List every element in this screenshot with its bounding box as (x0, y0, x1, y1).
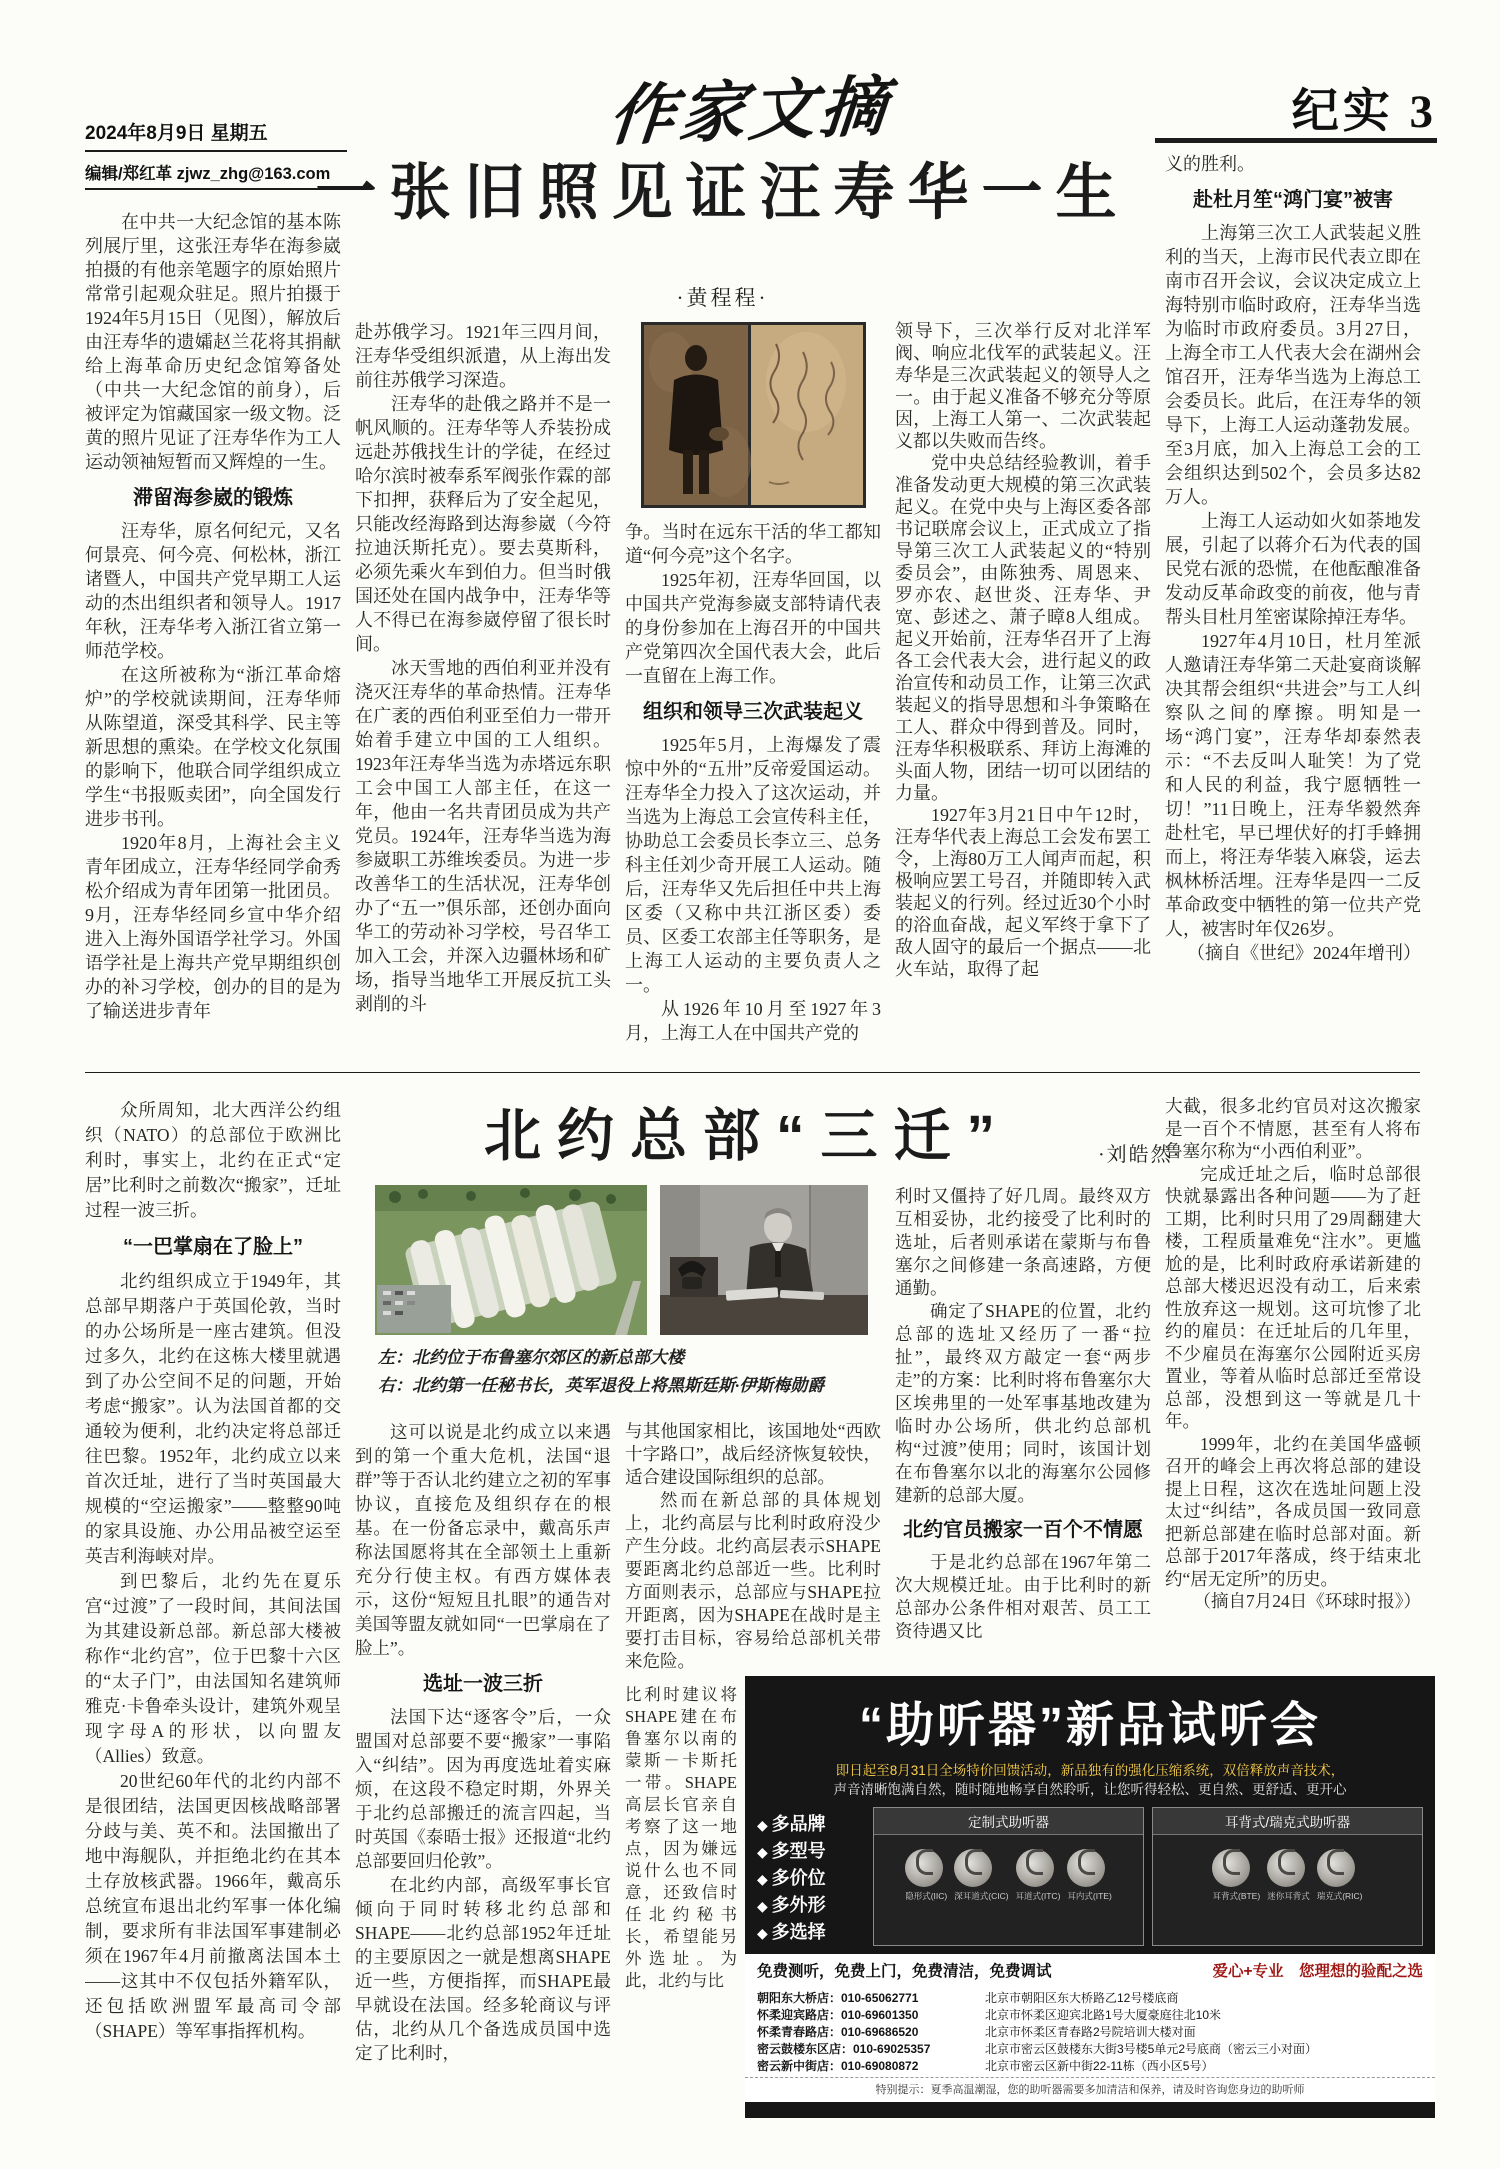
body-paragraph: 北约组织成立于1949年，其总部早期落户于英国伦敦，当时的办公场所是一座古建筑。但没过多久，北约在这栋大楼里就遇到了办公空间不足的问题，开始考虑“搬家”。认为法国首都的交通较为便利，北约决定将总部迁往巴黎。1952年，北约成立以来首次迁址，进行了当时英国最大规模的“空运搬家”——整整90吨的家具设施、办公用品被空运至英吉利海峡对岸。 (85, 1271, 341, 1566)
page-number: 3 (1409, 86, 1437, 138)
hearing-aid-ad (745, 1676, 1435, 2118)
body-paragraph: 汪寿华，原名何纪元，又名何景亮、何今亮、何松林，浙江诸暨人，中国共产党早期工人运动的杰出组织者和领导人。1917年秋，汪寿华考入浙江省立第一师范学校。 (85, 521, 341, 661)
caption-left: 左：北约位于布鲁塞尔郊区的新总部大楼 (378, 1348, 684, 1367)
body-paragraph: 在北约内部，高级军事长官倾向于同时转移北约总部和SHAPE——北约总部1952年迁址的主要原因之一就是想离SHAPE近一些，方便指挥，而SHAPE最早就设在法国。经多轮商议与评估，北约从几个备选成员国中选定了比利时， (355, 1875, 611, 2063)
ear-label: 耳道式(ITC) (1015, 1891, 1061, 1901)
store-row (757, 2024, 1423, 2041)
article2-author: ·刘皓然· (1098, 1144, 1182, 1166)
wang-shouhua-old-photo (641, 322, 866, 508)
ad-panel-custom (873, 1807, 1144, 1946)
ad-promo (745, 1761, 1435, 1799)
ear-image (954, 1849, 992, 1887)
ear-photo (1212, 1843, 1260, 1902)
body-paragraph: 到巴黎后，北约先在夏乐宫“过渡”了一段时间，其间法国为其建设新总部。新总部大楼被称作“北约宫”，位于巴黎十六区的“太子门”，由法国知名建筑师雅克·卡鲁牵头设计，建筑外观呈现字母A的形状，以向盟友（Allies）致意。 (85, 1571, 341, 1766)
ad-free-services: 免费测听，免费上门，免费清洁，免费调试 (757, 1963, 1052, 1980)
body-paragraph: 众所周知，北大西洋公约组织（NATO）的总部位于欧洲比利时，事实上，北约在正式“定居”比利时之前数次“搬家”，迁址过程一波三折。 (85, 1100, 341, 1220)
article1-author: ·黄程程· (676, 286, 769, 310)
ear-photo (905, 1843, 947, 1902)
article2-column-1 (85, 1098, 341, 2108)
body-paragraph: 20世纪60年代的北约内部不是很团结，法国更因核战略部署分歧与美、英不和。法国撤出了地中海舰队，并拒绝北约在其本土存放核武器。1966年，戴高乐总统宣布退出北约军事一体化编制，要求所有非法国军事建制必须在1967年4月前撤离法国本土——这其中不仅包括外籍军队，还包括欧洲盟军最高司令部（SHAPE）等军事指挥机构。 (85, 1771, 341, 2041)
body-paragraph: 上海第三次工人武装起义胜利的当天，上海市民代表立即在南市召开会议，会议决定成立上海特别市临时政府，汪寿华当选为临时市政府委员。3月27日，上海全市工人代表大会在湖州会馆召开，汪寿华当选为上海总工会委员长。此后，在汪寿华的领导下，上海工人运动蓬勃发展。至3月底，加入上海总工会的工会组织达到502个，会员多达82万人。 (1165, 223, 1421, 507)
article1-column-2 (355, 320, 611, 1062)
body-paragraph: 法国下达“逐客令”后，一众盟国对总部要不要“搬家”一事陷入“纠结”。因为再度选址着实麻烦，在这段不稳定时期，外界关于北约总部搬迁的流言四起，当时英国《泰晤士报》还报道“北约总部要回归伦敦”。 (355, 1707, 611, 1871)
column-subhead: 赴杜月笙“鸿门宴”被害 (1193, 189, 1393, 211)
body-paragraph: 上海工人运动如火如荼地发展，引起了以蒋介石为代表的国民党右派的恐慌，在他酝酿准备发动反革命政变的前夜，他与青帮头目杜月笙密谋除掉汪寿华。 (1165, 511, 1421, 627)
ad-bullet-list (757, 1807, 865, 1946)
body-paragraph: 义的胜利。 (1165, 154, 1255, 174)
store-address: 北京市密云区鼓楼东大街3号楼5单元2号底商（密云三小对面） (985, 2042, 1318, 2056)
body-paragraph: 赴苏俄学习。1921年三四月间，汪寿华受组织派遣，从上海出发前往苏俄学习深造。 (355, 322, 611, 390)
column-subhead: “一巴掌扇在了脸上” (123, 1236, 303, 1258)
source-credit: （摘自《世纪》2024年增刊） (1187, 943, 1421, 963)
body-paragraph: 1927年4月10日，杜月笙派人邀请汪寿华第二天赴宴商谈解决其帮会组织“共进会”与工人纠察队之间的摩擦。明知是一场“鸿门宴”，汪寿华却泰然表示：“不去反叫人耻笑！为了党和人民的利益，我宁愿牺牲一切！”11日晚上，汪寿华毅然奔赴杜宅，早已埋伏好的打手蜂拥而上，将汪寿华装入麻袋，运去枫林桥活埋。汪寿华是四一二反革命政变中牺牲的第一位共产党人，被害时年仅26岁。 (1165, 631, 1421, 939)
ad-slogan: 爱心+专业 您理想的验配之选 (1212, 1963, 1423, 1980)
ear-photo (1067, 1843, 1111, 1902)
ad-promo-line2: 声音清晰饱满自然，随时随地畅享自然聆听，让您听得轻松、更自然、更舒适、更开心 (833, 1782, 1347, 1797)
ad-store-list (745, 1986, 1435, 2077)
body-paragraph: 在中共一大纪念馆的基本陈列展厅里，这张汪寿华在海参崴拍摄的有他亲笔题字的原始照片常常引起观众驻足。照片拍摄于1924年5月15日（见图），解放后由汪寿华的遗孀赵兰花将其捐献给上海革命历史纪念馆筹备处（中共一大纪念馆的前身），后被评定为馆藏国家一级文物。泛黄的照片见证了汪寿华作为工人运动领袖短暂而又辉煌的一生。 (85, 212, 341, 472)
ear-image (1016, 1849, 1054, 1887)
panel-title: 耳背式/瑞克式助听器 (1153, 1808, 1422, 1835)
ad-bullet: ◆ 多价位 (757, 1865, 865, 1892)
ad-bullet: ◆ 多型号 (757, 1838, 865, 1865)
editor-label: 编辑/郑红革 zjwz_zhg@163.com (85, 165, 331, 183)
store-row (757, 2007, 1423, 2024)
store-row (757, 1990, 1423, 2007)
ear-image (905, 1849, 943, 1887)
ear-photo (1016, 1843, 1061, 1902)
body-paragraph: 1925年初，汪寿华回国，以中国共产党海参崴支部特请代表的身份参加在上海召开的中国共产党第四次全国代表大会，此后一直留在上海工作。 (625, 570, 881, 686)
article2-photo-captions (378, 1344, 938, 1400)
body-paragraph: 完成迁址之后，临时总部很快就暴露出各种问题——为了赶工期，比利时只用了29周翻建大楼，工程质量难免“注水”。更尴尬的是，比利时政府承诺新建的总部大楼迟迟没有动工，后来索性放弃这一规划。这可坑惨了北约的雇员：在迁址后的几年里，不少雇员在海塞尔公园附近买房置业，等着从临时总部迁至常设总部，没想到这一等就是几十年。 (1165, 1163, 1421, 1431)
ad-bullet: ◆ 多选择 (757, 1919, 865, 1946)
body-paragraph: 然而在新总部的具体规划上，北约高层与比利时政府没少产生分歧。北约高层表示SHAPE要距离北约总部近一些。比利时方面则表示，总部应与SHAPE拉开距离，因为SHAPE在战时是主要打击目标，容易给总部机关带来危险。 (625, 1490, 881, 1671)
source-credit: （摘自7月24日《环球时报》） (1193, 1591, 1421, 1611)
ear-image (1267, 1849, 1305, 1887)
panel-title: 定制式助听器 (874, 1808, 1143, 1835)
caption-right: 右：北约第一任秘书长，英军退役上将黑斯廷斯·伊斯梅勋爵 (378, 1376, 825, 1395)
store-name-phone: 密云新中街店：010-69080872 (757, 2059, 919, 2073)
section-label (1155, 74, 1437, 141)
body-paragraph: 党中央总结经验教训，着手准备发动更大规模的第三次武装起义。在党中央与上海区委各部书记联席会议上，正式成立了指导第三次工人武装起义的“特别委员会”，由陈独秀、周恩来、罗亦农、赵世炎、汪寿华、尹宽、彭述之、萧子暲8人组成。起义开始前，汪寿华召开了上海各工会代表大会，进行起义的政治宣传和动员工作，让第三次武装起义的指导思想和斗争策略在工人、群众中得到普及。同时，汪寿华积极联系、拜访上海滩的头面人物，团结一切可以团结的力量。 (895, 453, 1151, 803)
ad-panel-bte (1152, 1807, 1423, 1946)
article1-headline: 一张旧照见证汪寿华一生 (315, 158, 1130, 226)
article2-column-3 (625, 1420, 881, 1672)
body-paragraph: 确定了SHAPE的位置，北约总部的选址又经历了一番“拉扯”，最终双方敲定一套“两步走”的方案：比利时将布鲁塞尔大区埃弗里的一处军事基地改建为临时办公场所，供北约总部机构“过渡”使用；同时，该国计划在布鲁塞尔以北的海塞尔公园修建新的总部大厦。 (895, 1301, 1151, 1505)
body-paragraph: 领导下，三次举行反对北洋军阀、响应北伐军的武装起义。汪寿华是三次武装起义的领导人之一。由于起义准备不够充分等原因，上海工人第一、二次武装起义都以失败而告终。 (895, 321, 1151, 451)
body-paragraph: 从1926年10月至1927年3月，上海工人在中国共产党的 (625, 999, 881, 1043)
article2-headline: 北约总部“三迁” (484, 1104, 1011, 1168)
store-row (757, 2058, 1423, 2075)
body-paragraph: 比利时建议将SHAPE建在布鲁塞尔以南的蒙斯－卡斯托一带。SHAPE高层长官亲自考察了这一地点，因为嫌远说什么也不同意，还致信时任北约秘书长，希望能另外选址。为此，北约与比 (625, 1685, 737, 1990)
article1-column-1 (85, 210, 341, 1062)
body-paragraph: 大截，很多北约官员对这次搬家是一百个不情愿，甚至有人将布鲁塞尔称为“小西伯利亚”。 (1165, 1096, 1421, 1161)
date-label: 2024年8月9日 星期五 (85, 123, 268, 144)
body-paragraph: 1999年，北约在美国华盛顿召开的峰会上再次将总部的建设提上日程，这次在选址问题上没太过“纠结”，各成员国一致同意把新总部建在临时总部对面。新总部于2017年落成，终于结束北约“居无定所”的历史。 (1165, 1433, 1421, 1589)
article2-column-5 (1165, 1095, 1421, 1673)
ear-label: 迷你耳背式 (1267, 1891, 1310, 1901)
ad-services-strip (745, 1954, 1435, 1986)
body-paragraph: 1925年5月，上海爆发了震惊中外的“五卅”反帝爱国运动。汪寿华全力投入了这次运动，并当选为上海总工会宣传科主任，协助总工会委员长李立三、总务科主任刘少奇开展工人运动。随后，汪寿华又先后担任中共上海区委（又称中共江浙区委）委员、区委工农部主任等职务，是上海工人运动的主要负责人之一。 (625, 735, 881, 995)
store-name-phone: 怀柔青春路店：010-69686520 (757, 2025, 919, 2039)
body-paragraph: 与其他国家相比，该国地处“西欧十字路口”，战后经济恢复较快，适合建设国际组织的总部。 (625, 1421, 881, 1487)
article1-column-3 (625, 320, 881, 1062)
body-paragraph: 冰天雪地的西伯利亚并没有浇灭汪寿华的革命热情。汪寿华在广袤的西伯利亚至伯力一带开始着手建立中国的工人组织。1923年汪寿华当选为赤塔远东职工会中国工人部主任，在这一年，他由一名共青团员成为共产党员。1924年，汪寿华当选为海参崴职工苏维埃委员。为进一步改善华工的生活状况，汪寿华创办了“五一”俱乐部，还创办面向华工的劳动补习学校，号召华工加入工会，并深入边疆林场和矿场，指导当地华工开展反抗工头剥削的斗 (355, 658, 611, 1014)
masthead: 作家文摘 (605, 71, 894, 154)
column-subhead: 组织和领导三次武装起义 (643, 701, 863, 723)
ear-image (1317, 1849, 1355, 1887)
ear-label: 瑞克式(RIC) (1316, 1891, 1363, 1901)
store-address: 北京市密云区新中街22-11栋（西小区5号） (985, 2059, 1214, 2073)
nato-headquarters-aerial-photo (375, 1185, 647, 1335)
body-paragraph: 利时又僵持了好几周。最终双方互相妥协，北约接受了比利时的选址，后者则承诺在蒙斯与布鲁塞尔之间修建一条高速路，方便通勤。 (895, 1186, 1151, 1298)
column-subhead: 选址一波三折 (423, 1673, 543, 1695)
store-row (757, 2041, 1423, 2058)
ear-image (1212, 1849, 1250, 1887)
section-rule (1155, 138, 1437, 143)
body-paragraph: 1920年8月，上海社会主义青年团成立，汪寿华经同学俞秀松介绍成为青年团第一批团员。9月，汪寿华经同乡宣中华介绍进入上海外国语学社学习。外国语学社是上海共产党早期组织创办的补习学校，创办的目的是为了输送进步青年 (85, 833, 341, 1021)
ad-main (745, 1799, 1435, 1946)
article2-column-3-wrap (625, 1684, 737, 2120)
body-paragraph: 争。当时在远东干活的华工都知道“何今亮”这个名字。 (625, 522, 881, 566)
ear-image (1067, 1849, 1105, 1887)
ad-promo-line1: 即日起至8月31日全场特价回馈活动，新品独有的强化压缩系统，双倍释放声音技术， (835, 1763, 1345, 1778)
ear-photo-row (874, 1835, 1143, 1908)
article1-column-5 (1165, 152, 1421, 1064)
article-divider (85, 1072, 1420, 1073)
section-name: 纪实 (1291, 86, 1394, 138)
ear-label: 隐形式(IIC) (905, 1891, 948, 1901)
ad-bullet: ◆ 多品牌 (757, 1811, 865, 1838)
ad-bullet: ◆ 多外形 (757, 1892, 865, 1919)
body-paragraph: 在这所被称为“浙江革命熔炉”的学校就读期间，汪寿华师从陈望道，深受其科学、民主等新思想的熏染。在学校文化氛围的影响下，他联合同学组织成立学生“书报贩卖团”，向全国发行进步书刊。 (85, 665, 341, 829)
ad-title: “助听器”新品试听会 (858, 1699, 1321, 1752)
ad-notice: 特别提示：夏季高温潮湿，您的助听器需要多加清洁和保养，请及时咨询您身边的助听师 (745, 2077, 1435, 2102)
ear-photo (1267, 1843, 1310, 1902)
ismay-secretary-general-photo (660, 1185, 868, 1335)
ear-label: 深耳道式(CIC) (954, 1891, 1009, 1901)
article1-column-4 (895, 320, 1151, 1072)
ear-label: 耳背式(BTE) (1212, 1891, 1261, 1901)
store-address: 北京市怀柔区青春路2号院培训大楼对面 (985, 2025, 1196, 2039)
body-paragraph: 1927年3月21日中午12时，汪寿华代表上海总工会发布罢工令，上海80万工人闻声而起，积极响应罢工号召，并随即转入武装起义的行列。经过近30个小时的浴血奋战，起义军终于拿下了敌人固守的最后一个据点——北火车站，取得了起 (895, 805, 1151, 979)
body-paragraph: 这可以说是北约成立以来遇到的第一个重大危机，法国“退群”等于否认北约建立之初的军事协议，直接危及组织存在的根基。在一份备忘录中，戴高乐声称法国愿将其在全部领土上重新充分行使主权。有西方媒体表示，这份“短短且扎眼”的通告对美国等盟友就如同“一巴掌扇在了脸上”。 (355, 1422, 611, 1658)
column-subhead: 滞留海参崴的锻炼 (133, 487, 293, 509)
article2-column-4 (895, 1185, 1151, 1671)
column-subhead: 北约官员搬家一百个不情愿 (903, 1519, 1143, 1541)
ear-photo (954, 1843, 1008, 1902)
store-address: 北京市朝阳区东大桥路乙12号楼底商 (985, 1991, 1179, 2005)
store-name-phone: 密云鼓楼东区店：010-69025357 (757, 2042, 931, 2056)
ear-photo (1317, 1843, 1363, 1902)
ear-label: 耳内式(ITE) (1067, 1891, 1112, 1901)
body-paragraph: 于是北约总部在1967年第二次大规模迁址。由于比利时的新总部办公条件相对艰苦、员工工资待遇又比 (895, 1552, 1151, 1641)
store-address: 北京市怀柔区迎宾北路1号大厦豪庭往北10米 (985, 2008, 1222, 2022)
body-paragraph: 汪寿华的赴俄之路并不是一帆风顺的。汪寿华等人乔装扮成远赴苏俄找生计的学徒，在经过哈尔滨时被奉系军阀张作霖的部下扣押，获释后为了安全起见，只能改经海路到达海参崴（今符拉迪沃斯托克）。要去莫斯科，必须先乘火车到伯力。但当时俄国还处在国内战争中，汪寿华等人不得已在海参崴停留了很长时间。 (355, 394, 611, 654)
article2-column-2 (355, 1420, 611, 2110)
store-name-phone: 怀柔迎宾路店：010-69601350 (757, 2008, 919, 2022)
store-name-phone: 朝阳东大桥店：010-65062771 (757, 1991, 919, 2005)
ear-photo-row (1153, 1835, 1422, 1908)
